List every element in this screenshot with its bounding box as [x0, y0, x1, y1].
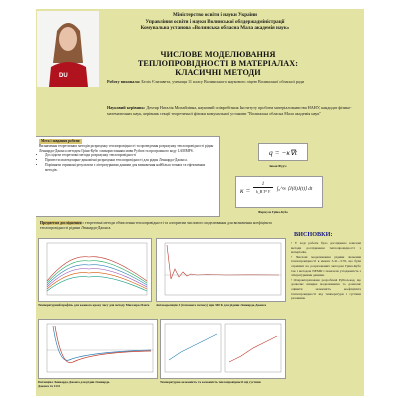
conclusion-item: • Числові моделювання рідини значення теплопровідності в межах 3.41...3.76, що були отримані на розрахованих методом Гріна-Кубо так і методом NEMD і показали узгодженість з літературними даними. [291, 254, 361, 278]
goals-item: • Провести молекулярно-динамічні розрахунки теплопровідності для рідин Леннарда-Джонса. [45, 158, 216, 163]
conclusion-item: • У ході роботи було досліджено ключові методи дослідження теплопровідності з матеріалів. [291, 241, 361, 255]
chart-autocorrelation [156, 238, 286, 302]
title-line-1: ЧИСЛОВЕ МОДЕЛЮВАННЯ [160, 50, 276, 59]
author-photo [37, 11, 99, 87]
author-block [107, 79, 355, 85]
chart-conductivity-dependence [160, 319, 286, 379]
goals-list [39, 153, 216, 172]
author-text: Беліх Єлизавета, учениця 11 класу Волинського наукового ліцею Волинської обласної ради [141, 79, 305, 84]
title-line-2: ТЕПЛОПРОВІДНОСТІ В МАТЕРІАЛАХ: [137, 58, 299, 68]
author-label: Роботу виконала: [107, 79, 141, 84]
poster [36, 9, 364, 396]
caption-autocorrelation: Автокореляція J (теплового потоку) при 300 К для рідини Леннарда-Джонса [156, 303, 267, 307]
greenkubo-label: Формула Гріна-Кубо [258, 210, 288, 214]
greenkubo-prefix: κ = [240, 186, 251, 195]
title-line-3: КЛАСИЧНІ МЕТОДИ [175, 67, 261, 77]
poster-title [108, 51, 328, 77]
greenkubo-integral: ∫₀^∞ ⟨J(0)J(t)⟩ dt [277, 186, 313, 192]
goals-heading: Мета і завдання роботи: [41, 139, 81, 143]
goals-box [36, 136, 220, 217]
fourier-formula: q = −κ∇t [269, 147, 297, 157]
greenkubo-frac-bottom: k_B T² V [255, 189, 271, 194]
header-line-3: Комунальна установа «Волинська обласна Мала академія наук» [140, 25, 290, 32]
svg-text:DU: DU [59, 73, 68, 79]
subject-block [40, 221, 280, 231]
supervisor-block [107, 105, 355, 116]
conclusions-heading: ВИСНОВКИ: [294, 231, 333, 238]
header-line-1: Міністерство освіти і науки України [173, 12, 257, 18]
fourier-formula-box [258, 143, 308, 161]
supervisor-text: Дехтяр Наталія Михайлівна, науковий співробітник Інституту проблем матеріалознавства НАНУ, кандидат фізико-математичних наук, керівник секції теоретичної фізики комунальної установи "Волинська обласна Мала академія наук" [107, 105, 352, 116]
goals-intro: Визначення теоретичних методів розрахунку теплопровідності та проведення розрахунку теплопровідності рідин Леннарда-Джонса методом Гріна-Кубо з використанням мови Python та програмного коду LAMMPS. [39, 143, 214, 153]
fourier-label: Закон Фур'є [269, 164, 287, 168]
caption-conductivity-dependence: Температурна залежність та залежність теплопровідності від густини [160, 380, 261, 384]
greenkubo-formula-box [235, 176, 323, 208]
subject-label: Предметом дослідження [40, 221, 82, 225]
chart-lennard-jones [38, 319, 158, 379]
conclusions-list [291, 241, 361, 301]
conclusion-item: • Охарактеризовано розроблені Python-код, що дозволяє швидке моделювання та дозволяє оцінити залежність коефіцієнта теплопровідності від температури і густини речовини. [291, 277, 361, 301]
subject-text: є теоретичні методи обчислення теплопровідності та алгоритми числового моделювання для визначення коефіцієнта теплопровідності рідини Леннарда-Джонса. [40, 221, 272, 230]
header-line-2: Управління освіти і науки Волинської облдержадміністрації [145, 18, 285, 25]
caption-lennard-jones: Потенціал Леннарда-Джонса для рідин Леннарда-Джонса та CO2 [38, 380, 111, 388]
supervisor-label: Науковий керівник: [107, 105, 146, 110]
chart-temperature-profile [38, 238, 152, 302]
caption-temperature-profile: Температурний профіль для кожного кроку часу для методу Мюллера-Плате [38, 303, 150, 307]
header [102, 12, 328, 32]
greenkubo-frac-top: 1 [253, 182, 273, 188]
goals-item: • Порівняти отримані результати з літературними даними для визначення найбільш точних та ефективних методів. [45, 163, 216, 173]
goals-item: • Дослідити теоретичні методи розрахунку теплопровідності [45, 153, 216, 158]
